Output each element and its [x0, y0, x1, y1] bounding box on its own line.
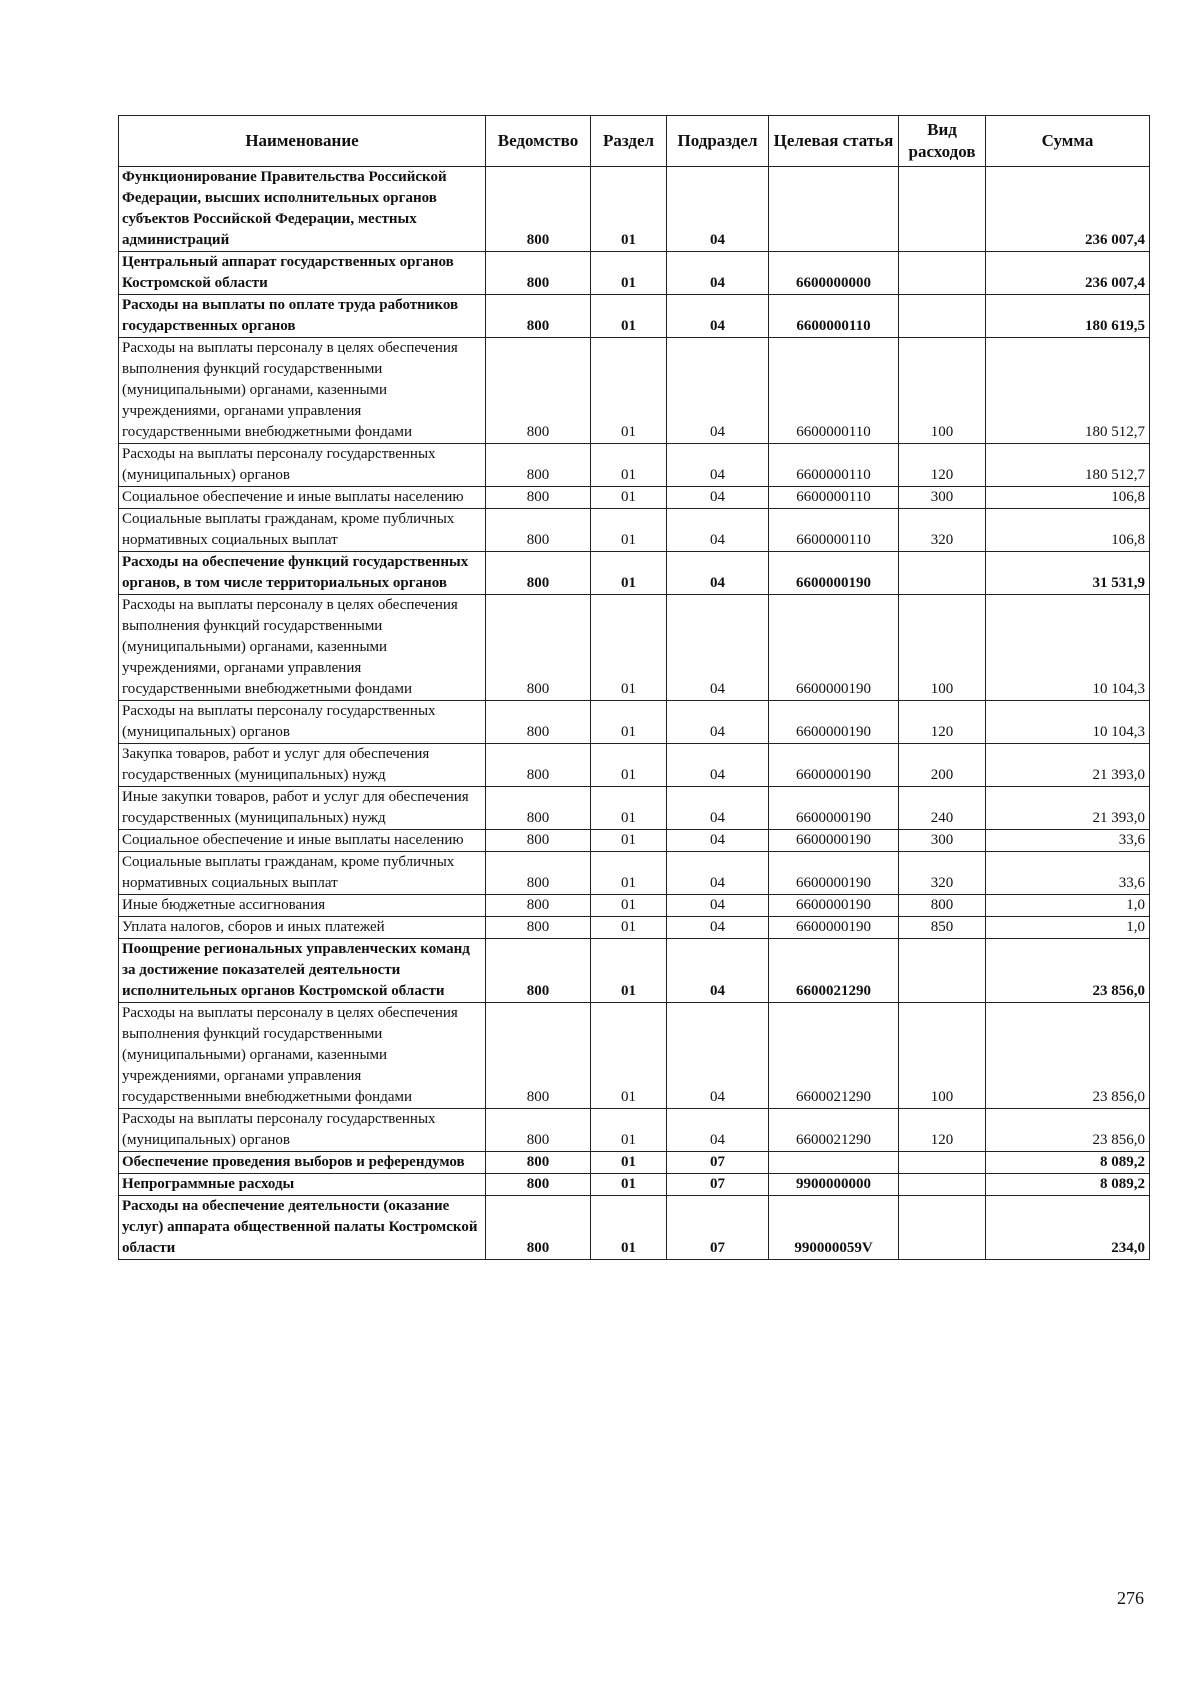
cell-dept: 800 [486, 895, 591, 917]
cell-target: 6600000110 [769, 487, 899, 509]
cell-target: 6600000110 [769, 444, 899, 487]
cell-name: Социальное обеспечение и иные выплаты населению [119, 487, 486, 509]
cell-type: 800 [899, 895, 986, 917]
cell-sum: 234,0 [986, 1196, 1150, 1260]
cell-subsection: 04 [667, 917, 769, 939]
cell-section: 01 [591, 852, 667, 895]
cell-name: Закупка товаров, работ и услуг для обеспечения государственных (муниципальных) нужд [119, 744, 486, 787]
cell-name: Расходы на обеспечение деятельности (оказание услуг) аппарата общественной палаты Костромской области [119, 1196, 486, 1260]
cell-section: 01 [591, 787, 667, 830]
header-name: Наименование [119, 116, 486, 167]
cell-target: 990000059V [769, 1196, 899, 1260]
cell-target: 6600000190 [769, 787, 899, 830]
table-row [119, 744, 1150, 787]
cell-name: Функционирование Правительства Российской Федерации, высших исполнительных органов субъектов Российской Федерации, местных администраций [119, 167, 486, 252]
cell-dept: 800 [486, 338, 591, 444]
cell-dept: 800 [486, 1109, 591, 1152]
cell-section: 01 [591, 1109, 667, 1152]
cell-type [899, 295, 986, 338]
cell-section: 01 [591, 744, 667, 787]
table-header-row [119, 116, 1150, 167]
cell-sum: 180 512,7 [986, 338, 1150, 444]
cell-dept: 800 [486, 917, 591, 939]
cell-sum: 1,0 [986, 917, 1150, 939]
cell-type: 120 [899, 444, 986, 487]
cell-target: 6600000110 [769, 338, 899, 444]
table-row [119, 1109, 1150, 1152]
cell-subsection: 04 [667, 895, 769, 917]
budget-table [118, 115, 1150, 1260]
table-row [119, 595, 1150, 701]
cell-section: 01 [591, 552, 667, 595]
cell-target: 6600000000 [769, 252, 899, 295]
cell-dept: 800 [486, 252, 591, 295]
cell-name: Расходы на выплаты персоналу государственных (муниципальных) органов [119, 444, 486, 487]
cell-dept: 800 [486, 295, 591, 338]
cell-section: 01 [591, 917, 667, 939]
cell-section: 01 [591, 1174, 667, 1196]
cell-section: 01 [591, 1152, 667, 1174]
cell-section: 01 [591, 295, 667, 338]
table-row [119, 444, 1150, 487]
cell-dept: 800 [486, 1152, 591, 1174]
cell-sum: 180 619,5 [986, 295, 1150, 338]
cell-sum: 8 089,2 [986, 1174, 1150, 1196]
cell-name: Расходы на выплаты персоналу государственных (муниципальных) органов [119, 701, 486, 744]
header-type: Вид расходов [899, 116, 986, 167]
cell-name: Расходы на выплаты персоналу в целях обеспечения выполнения функций государственными (муниципальными) органами, казенными учреждениями, органами управления государственными внебюджетными фондами [119, 338, 486, 444]
cell-sum: 23 856,0 [986, 1003, 1150, 1109]
cell-section: 01 [591, 167, 667, 252]
cell-type: 320 [899, 852, 986, 895]
cell-section: 01 [591, 338, 667, 444]
cell-type [899, 552, 986, 595]
cell-section: 01 [591, 895, 667, 917]
table-row [119, 939, 1150, 1003]
cell-dept: 800 [486, 509, 591, 552]
cell-type [899, 1196, 986, 1260]
cell-sum: 10 104,3 [986, 595, 1150, 701]
cell-type: 100 [899, 338, 986, 444]
cell-sum: 23 856,0 [986, 1109, 1150, 1152]
cell-type: 300 [899, 487, 986, 509]
table-row [119, 917, 1150, 939]
cell-type: 120 [899, 1109, 986, 1152]
cell-type [899, 1152, 986, 1174]
table-row [119, 338, 1150, 444]
cell-sum: 10 104,3 [986, 701, 1150, 744]
cell-dept: 800 [486, 852, 591, 895]
cell-dept: 800 [486, 744, 591, 787]
cell-subsection: 04 [667, 744, 769, 787]
cell-name: Расходы на выплаты по оплате труда работников государственных органов [119, 295, 486, 338]
cell-subsection: 04 [667, 295, 769, 338]
table-row [119, 701, 1150, 744]
table-row [119, 1003, 1150, 1109]
cell-subsection: 04 [667, 252, 769, 295]
cell-name: Социальные выплаты гражданам, кроме публичных нормативных социальных выплат [119, 852, 486, 895]
cell-type: 120 [899, 701, 986, 744]
cell-dept: 800 [486, 487, 591, 509]
cell-target [769, 167, 899, 252]
cell-type [899, 167, 986, 252]
cell-name: Расходы на выплаты персоналу государственных (муниципальных) органов [119, 1109, 486, 1152]
cell-sum: 106,8 [986, 509, 1150, 552]
cell-sum: 236 007,4 [986, 252, 1150, 295]
cell-dept: 800 [486, 1196, 591, 1260]
cell-subsection: 04 [667, 595, 769, 701]
table-row [119, 1196, 1150, 1260]
cell-dept: 800 [486, 939, 591, 1003]
cell-subsection: 07 [667, 1196, 769, 1260]
cell-target: 9900000000 [769, 1174, 899, 1196]
cell-section: 01 [591, 701, 667, 744]
cell-sum: 33,6 [986, 852, 1150, 895]
cell-name: Непрограммные расходы [119, 1174, 486, 1196]
cell-name: Социальные выплаты гражданам, кроме публичных нормативных социальных выплат [119, 509, 486, 552]
cell-dept: 800 [486, 552, 591, 595]
cell-subsection: 04 [667, 852, 769, 895]
cell-section: 01 [591, 509, 667, 552]
cell-dept: 800 [486, 444, 591, 487]
cell-name: Расходы на выплаты персоналу в целях обеспечения выполнения функций государственными (муниципальными) органами, казенными учреждениями, органами управления государственными внебюджетными фондами [119, 1003, 486, 1109]
cell-subsection: 07 [667, 1174, 769, 1196]
cell-sum: 1,0 [986, 895, 1150, 917]
cell-target: 6600000110 [769, 295, 899, 338]
header-dept: Ведомство [486, 116, 591, 167]
table-row [119, 852, 1150, 895]
cell-subsection: 04 [667, 939, 769, 1003]
cell-section: 01 [591, 487, 667, 509]
cell-name: Центральный аппарат государственных органов Костромской области [119, 252, 486, 295]
cell-type: 320 [899, 509, 986, 552]
table-row [119, 295, 1150, 338]
cell-sum: 23 856,0 [986, 939, 1150, 1003]
cell-subsection: 04 [667, 1003, 769, 1109]
header-sum: Сумма [986, 116, 1150, 167]
cell-target: 6600000190 [769, 917, 899, 939]
cell-type [899, 939, 986, 1003]
cell-name: Иные бюджетные ассигнования [119, 895, 486, 917]
table-row [119, 552, 1150, 595]
cell-sum: 21 393,0 [986, 744, 1150, 787]
cell-section: 01 [591, 1003, 667, 1109]
cell-subsection: 04 [667, 509, 769, 552]
cell-target: 6600000190 [769, 830, 899, 852]
cell-subsection: 04 [667, 701, 769, 744]
cell-name: Уплата налогов, сборов и иных платежей [119, 917, 486, 939]
cell-subsection: 04 [667, 1109, 769, 1152]
table-row [119, 167, 1150, 252]
cell-name: Обеспечение проведения выборов и референдумов [119, 1152, 486, 1174]
cell-dept: 800 [486, 830, 591, 852]
cell-section: 01 [591, 830, 667, 852]
cell-subsection: 04 [667, 552, 769, 595]
table-row [119, 895, 1150, 917]
cell-sum: 33,6 [986, 830, 1150, 852]
cell-section: 01 [591, 939, 667, 1003]
table-row [119, 252, 1150, 295]
cell-target: 6600000190 [769, 595, 899, 701]
table-row [119, 830, 1150, 852]
cell-target: 6600021290 [769, 939, 899, 1003]
cell-name: Поощрение региональных управленческих команд за достижение показателей деятельности исполнительных органов Костромской области [119, 939, 486, 1003]
cell-target: 6600000190 [769, 701, 899, 744]
cell-type: 300 [899, 830, 986, 852]
cell-sum: 236 007,4 [986, 167, 1150, 252]
cell-dept: 800 [486, 1003, 591, 1109]
cell-subsection: 04 [667, 787, 769, 830]
table-row [119, 1174, 1150, 1196]
cell-type: 200 [899, 744, 986, 787]
cell-type [899, 1174, 986, 1196]
cell-target [769, 1152, 899, 1174]
cell-subsection: 04 [667, 338, 769, 444]
cell-dept: 800 [486, 1174, 591, 1196]
cell-name: Расходы на обеспечение функций государственных органов, в том числе территориальных органов [119, 552, 486, 595]
table-row [119, 487, 1150, 509]
page-number: 276 [1117, 1588, 1144, 1608]
cell-subsection: 04 [667, 167, 769, 252]
cell-target: 6600000190 [769, 895, 899, 917]
header-target: Целевая статья [769, 116, 899, 167]
cell-name: Иные закупки товаров, работ и услуг для обеспечения государственных (муниципальных) нужд [119, 787, 486, 830]
cell-subsection: 04 [667, 487, 769, 509]
cell-section: 01 [591, 1196, 667, 1260]
cell-section: 01 [591, 252, 667, 295]
table-row [119, 787, 1150, 830]
cell-name: Расходы на выплаты персоналу в целях обеспечения выполнения функций государственными (муниципальными) органами, казенными учреждениями, органами управления государственными внебюджетными фондами [119, 595, 486, 701]
table-row [119, 509, 1150, 552]
cell-name: Социальное обеспечение и иные выплаты населению [119, 830, 486, 852]
cell-target: 6600021290 [769, 1109, 899, 1152]
cell-target: 6600000190 [769, 552, 899, 595]
cell-type: 850 [899, 917, 986, 939]
cell-sum: 106,8 [986, 487, 1150, 509]
cell-type: 240 [899, 787, 986, 830]
cell-sum: 31 531,9 [986, 552, 1150, 595]
cell-subsection: 04 [667, 830, 769, 852]
cell-dept: 800 [486, 787, 591, 830]
cell-target: 6600021290 [769, 1003, 899, 1109]
header-subsection: Подраздел [667, 116, 769, 167]
cell-section: 01 [591, 444, 667, 487]
cell-sum: 21 393,0 [986, 787, 1150, 830]
table-row [119, 1152, 1150, 1174]
cell-dept: 800 [486, 595, 591, 701]
cell-target: 6600000190 [769, 852, 899, 895]
cell-dept: 800 [486, 701, 591, 744]
cell-section: 01 [591, 595, 667, 701]
header-section: Раздел [591, 116, 667, 167]
cell-subsection: 04 [667, 444, 769, 487]
cell-sum: 8 089,2 [986, 1152, 1150, 1174]
cell-type: 100 [899, 595, 986, 701]
cell-type [899, 252, 986, 295]
cell-target: 6600000110 [769, 509, 899, 552]
cell-dept: 800 [486, 167, 591, 252]
cell-subsection: 07 [667, 1152, 769, 1174]
table-body [119, 167, 1150, 1260]
cell-type: 100 [899, 1003, 986, 1109]
cell-sum: 180 512,7 [986, 444, 1150, 487]
cell-target: 6600000190 [769, 744, 899, 787]
